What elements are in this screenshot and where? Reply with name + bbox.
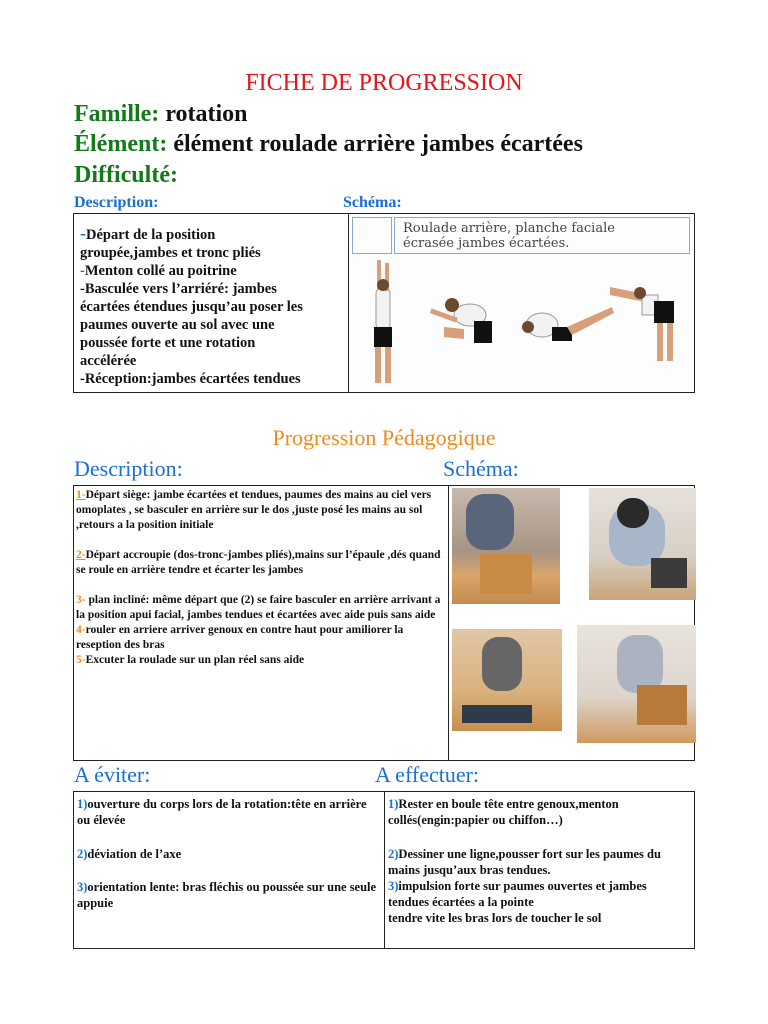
description-heading-2: Description: xyxy=(74,456,183,481)
photo-step-2 xyxy=(589,488,696,600)
schema-heading-2: Schéma: xyxy=(443,456,519,481)
famille-line xyxy=(74,101,248,128)
photo-mat xyxy=(462,705,532,723)
photo-head xyxy=(617,498,649,528)
section3-divider xyxy=(384,792,385,948)
progression-step: 2-Départ accroupie (dos-tronc-jambes pliés),mains sur l’épaule ,dés quand se roule en arrière tendre et écarter les jambes xyxy=(76,549,441,576)
photo-step-4 xyxy=(577,625,696,743)
desc1-line: -Départ de la position xyxy=(80,223,216,243)
desc1-line: écartées étendues jusqu’au poser les xyxy=(80,299,303,315)
section1-table xyxy=(73,213,695,393)
element-line xyxy=(74,131,583,158)
photo-step-1 xyxy=(452,488,560,604)
famille-value: rotation xyxy=(165,101,248,127)
photo-mat xyxy=(480,554,532,594)
photo-legs xyxy=(651,558,687,588)
desc1-line: poussée forte et une rotation xyxy=(80,335,256,351)
desc1-line: accélérée xyxy=(80,353,137,369)
figure-standing xyxy=(374,260,392,383)
photo-figure xyxy=(482,637,522,691)
effectuer-list xyxy=(388,796,690,926)
schema-image-1 xyxy=(352,217,690,389)
section2-table xyxy=(73,485,695,761)
schema-caption xyxy=(394,217,690,254)
figure-crouching xyxy=(430,298,492,343)
section1-description xyxy=(74,220,356,392)
schema-heading-1: Schéma: xyxy=(343,194,402,211)
effectuer-item: 3)impulsion forte sur paumes ouvertes et jambes tendues écartées a la pointe xyxy=(388,879,647,909)
progression-step: 5-Excuter la roulade sur un plan réel sans aide xyxy=(76,654,305,666)
section2-description xyxy=(76,488,448,668)
schema-caption-line-2: écrasée jambes écartées. xyxy=(403,236,570,251)
eviter-list xyxy=(77,796,379,911)
element-value: élément roulade arrière jambes écartées xyxy=(173,131,583,157)
desc1-line: -Menton collé au poitrine xyxy=(80,263,237,279)
element-label: Élément: xyxy=(74,131,168,157)
famille-label: Famille: xyxy=(74,101,160,127)
eviter-heading: A éviter: xyxy=(74,762,151,787)
description-heading-1: Description: xyxy=(74,194,159,211)
desc1-line: paumes ouverte au sol avec une xyxy=(80,317,275,333)
gymnast-sequence-illustration xyxy=(352,255,690,389)
effectuer-item: 2)Dessiner une ligne,pousser fort sur les paumes du mains jusqu’aux bras tendues. xyxy=(388,847,661,877)
figure-rolling xyxy=(522,307,614,341)
figure-pike xyxy=(610,287,674,361)
section3-bottom-line xyxy=(74,948,694,949)
section2-divider xyxy=(448,486,449,760)
eviter-item: 3)orientation lente: bras fléchis ou poussée sur une seule appuie xyxy=(77,880,377,910)
effectuer-heading: A effectuer: xyxy=(375,762,480,787)
progression-step: 4-rouler en arriere arriver genoux en contre haut pour amiliorer la reseption des bras xyxy=(76,624,404,651)
section3-table xyxy=(73,791,695,949)
photo-mat xyxy=(637,685,687,725)
progression-step: 3- plan incliné: même départ que (2) se faire basculer en arrière arrivant a la position apui facial, jambes tendues et écartées avec aide puis sans aide xyxy=(76,594,441,621)
eviter-item: 1)ouverture du corps lors de la rotation:tête en arrière ou élevée xyxy=(77,797,367,827)
desc1-line: -Basculée vers l’arriéré: jambes xyxy=(80,281,277,297)
photo-figure xyxy=(466,494,514,550)
effectuer-item: 1)Rester en boule tête entre genoux,menton collés(engin:papier ou chiffon…) xyxy=(388,797,619,827)
desc1-line: groupée,jambes et tronc pliés xyxy=(80,245,261,261)
photo-step-3 xyxy=(452,629,562,731)
desc1-line: -Réception:jambes écartées tendues xyxy=(80,371,301,387)
eviter-item: 2)déviation de l’axe xyxy=(77,847,182,861)
schema-caption-line-1: Roulade arrière, planche faciale xyxy=(403,221,615,236)
progression-step: 1-Départ siège: jambe écartées et tendues, paumes des mains au ciel vers omoplates , se basculer en arrière sur le dos ,juste posé les mains au sol ,retours a la position initiale xyxy=(76,489,432,531)
progression-heading: Progression Pédagogique xyxy=(272,425,496,450)
page-title: FICHE DE PROGRESSION xyxy=(245,70,523,96)
effectuer-item: tendre vite les bras lors de toucher le sol xyxy=(388,911,602,925)
schema-corner-box xyxy=(352,217,392,254)
difficulte-label: Difficulté: xyxy=(74,162,178,188)
